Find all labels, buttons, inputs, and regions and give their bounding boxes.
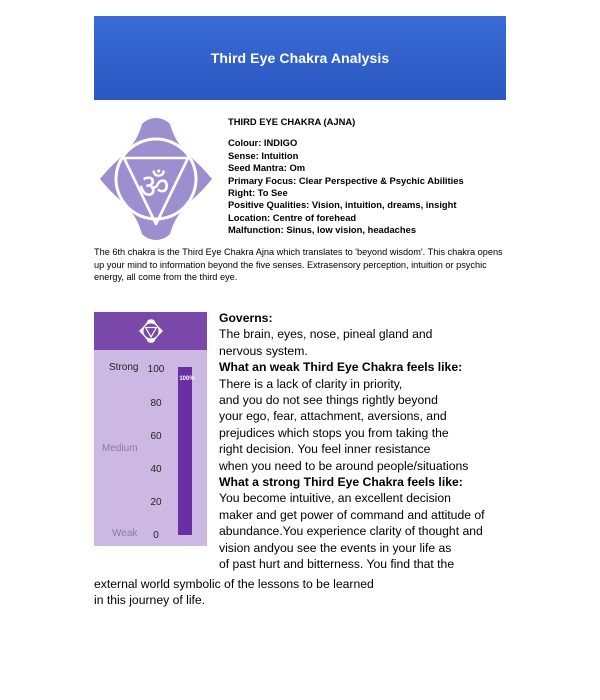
chakra-info: [228, 116, 518, 237]
label-weak: Weak: [112, 528, 138, 539]
meter-header: [94, 312, 207, 350]
info-row: Malfunction: Sinus, low vision, headaches: [228, 224, 417, 236]
info-row: Right: To See: [228, 187, 288, 199]
weak-line: when you need to be around people/situations: [219, 458, 469, 473]
strong-heading: What a strong Third Eye Chakra feels like:: [219, 475, 463, 490]
header-banner: [94, 16, 506, 100]
closing-text: [94, 576, 514, 609]
weak-line: right decision. You feel inner resistance: [219, 442, 431, 457]
label-strong: Strong: [109, 362, 139, 373]
tick-label: 20: [150, 497, 162, 508]
closing-line: external world symbolic of the lessons to be learned: [94, 577, 374, 591]
info-row: Positive Qualities: Vision, intuition, dreams, insight: [228, 199, 457, 211]
info-heading: THIRD EYE CHAKRA (AJNA): [228, 116, 356, 127]
governs-line: The brain, eyes, nose, pineal gland and: [219, 327, 433, 342]
chakra-details: [219, 310, 549, 573]
info-row: Colour: INDIGO: [228, 137, 298, 149]
info-row: Location: Centre of forehead: [228, 211, 357, 223]
info-row: Seed Mantra: Om: [228, 162, 306, 174]
meter-fill: [178, 367, 192, 535]
meter-track: [178, 367, 192, 535]
meter-body: [94, 350, 207, 546]
strong-line: of past hurt and bitterness. You find that the: [219, 557, 455, 572]
tick-label: 80: [150, 398, 162, 409]
strong-line: You become intuitive, an excellent decision: [219, 491, 451, 506]
tick-label: 40: [150, 464, 162, 475]
tick-label: 100: [147, 364, 165, 375]
strong-line: vision andyou see the events in your life as: [219, 540, 452, 555]
description: The 6th chakra is the Third Eye Chakra Ajna which translates to 'beyond wisdom'. This chakra opens up your mind to information beyond the five senses. Extrasensory perception, intuition or psychic energy, all come from the third eye.: [94, 247, 503, 283]
info-row: Sense: Intuition: [228, 149, 299, 161]
tick-label: 0: [153, 530, 159, 541]
governs-line: nervous system.: [219, 343, 308, 358]
info-row: Primary Focus: Clear Perspective & Psychic Abilities: [228, 174, 464, 186]
strong-line: abundance.You experience clarity of thought and: [219, 524, 483, 539]
weak-line: and you do not see things rightly beyond: [219, 393, 438, 408]
weak-line: prejudices which stops you from taking the: [219, 425, 449, 440]
closing-line: in this journey of life.: [94, 593, 206, 608]
chakra-meter: [94, 312, 207, 546]
strong-line: maker and get power of command and attitude of: [219, 507, 485, 522]
label-medium: Medium: [102, 443, 138, 454]
third-eye-chakra-symbol-icon: [94, 112, 218, 246]
weak-heading: What an weak Third Eye Chakra feels like:: [219, 360, 463, 375]
page-title: Third Eye Chakra Analysis: [210, 50, 390, 66]
third-eye-chakra-badge-icon: [138, 318, 164, 344]
weak-line: There is a lack of clarity in priority,: [219, 376, 403, 391]
meter-value-label: 100%: [179, 376, 195, 382]
svg-text:ॐ: ॐ: [138, 167, 170, 207]
tick-label: 60: [150, 431, 162, 442]
weak-line: your ego, fear, attachment, aversions, and: [219, 409, 447, 424]
governs-heading: Governs:: [219, 311, 273, 325]
